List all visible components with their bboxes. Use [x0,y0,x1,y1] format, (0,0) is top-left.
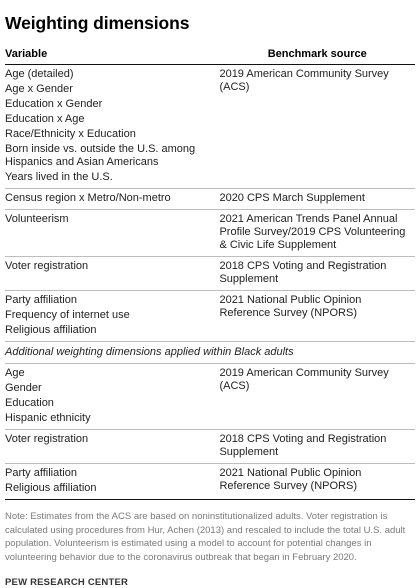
benchmark-source-cell: 2020 CPS March Supplement [219,192,365,204]
variable-item: Education x Age [5,113,85,125]
variable-item: Race/Ethnicity x Education [5,128,136,140]
variable-item: Voter registration [5,433,89,445]
table-row [5,430,415,464]
benchmark-source-cell: 2021 National Public Opinion Reference Survey (NPORS) [219,467,362,492]
variable-item: Religious affiliation [5,324,97,336]
variable-item: Party affiliation [5,294,77,306]
variable-item: Volunteerism [5,213,69,225]
source-footer: PEW RESEARCH CENTER [5,577,129,588]
variable-cell [5,192,219,205]
table-row [5,210,415,257]
variable-item: Born inside vs. outside the U.S. among Hispanics and Asian Americans [5,143,196,168]
table-header [5,48,415,65]
variable-cell [5,367,219,425]
variable-item: Frequency of internet use [5,309,130,321]
variable-item: Education [5,397,54,409]
benchmark-source-cell: 2019 American Community Survey (ACS) [219,367,389,392]
table-row [5,464,415,500]
benchmark-source-cell: 2021 American Trends Panel Annual Profile Survey/2019 CPS Volunteering & Civic Life Supplement [219,213,406,251]
black-adults-subheading: Additional weighting dimensions applied within Black adults [5,342,415,364]
variable-item: Gender [5,382,42,394]
variable-cell [5,294,219,337]
variable-cell [5,467,219,495]
variable-item: Age [5,367,25,379]
table-row [5,364,415,430]
header-benchmark-source: Benchmark source [267,48,367,60]
variable-item: Education x Gender [5,98,103,110]
variable-item: Religious affiliation [5,482,97,494]
black-adults-table-body [5,364,415,500]
page-title: Weighting dimensions [5,13,190,33]
benchmark-source-cell: 2018 CPS Voting and Registration Supplement [219,260,387,285]
variable-cell [5,433,219,459]
table-row [5,189,415,210]
variable-item: Age (detailed) [5,68,74,80]
table-body [5,65,415,342]
table-row [5,257,415,291]
benchmark-source-cell: 2021 National Public Opinion Reference Survey (NPORS) [219,294,362,319]
benchmark-source-cell: 2018 CPS Voting and Registration Supplement [219,433,387,458]
table-note: Note: Estimates from the ACS are based on noninstitutionalized adults. Voter registration is calculated using procedures from Hur, Achen (2013) and rescaled to include the total U.S. adult population. Volunteerism is estimated using a model to account for potential changes in volunteering behavior due to the coronavirus outbreak that began in February 2020. [5,511,406,563]
benchmark-source-cell: 2019 American Community Survey (ACS) [219,68,389,93]
header-variable: Variable [5,48,48,60]
variable-cell [5,68,219,184]
variable-item: Voter registration [5,260,89,272]
variable-item: Hispanic ethnicity [5,412,91,424]
variable-item: Party affiliation [5,467,77,479]
table-row [5,291,415,342]
variable-item: Census region x Metro/Non-metro [5,192,171,204]
variable-cell [5,260,219,286]
variable-item: Years lived in the U.S. [5,171,113,183]
variable-cell [5,213,219,252]
variable-item: Age x Gender [5,83,73,95]
table-row [5,65,415,189]
